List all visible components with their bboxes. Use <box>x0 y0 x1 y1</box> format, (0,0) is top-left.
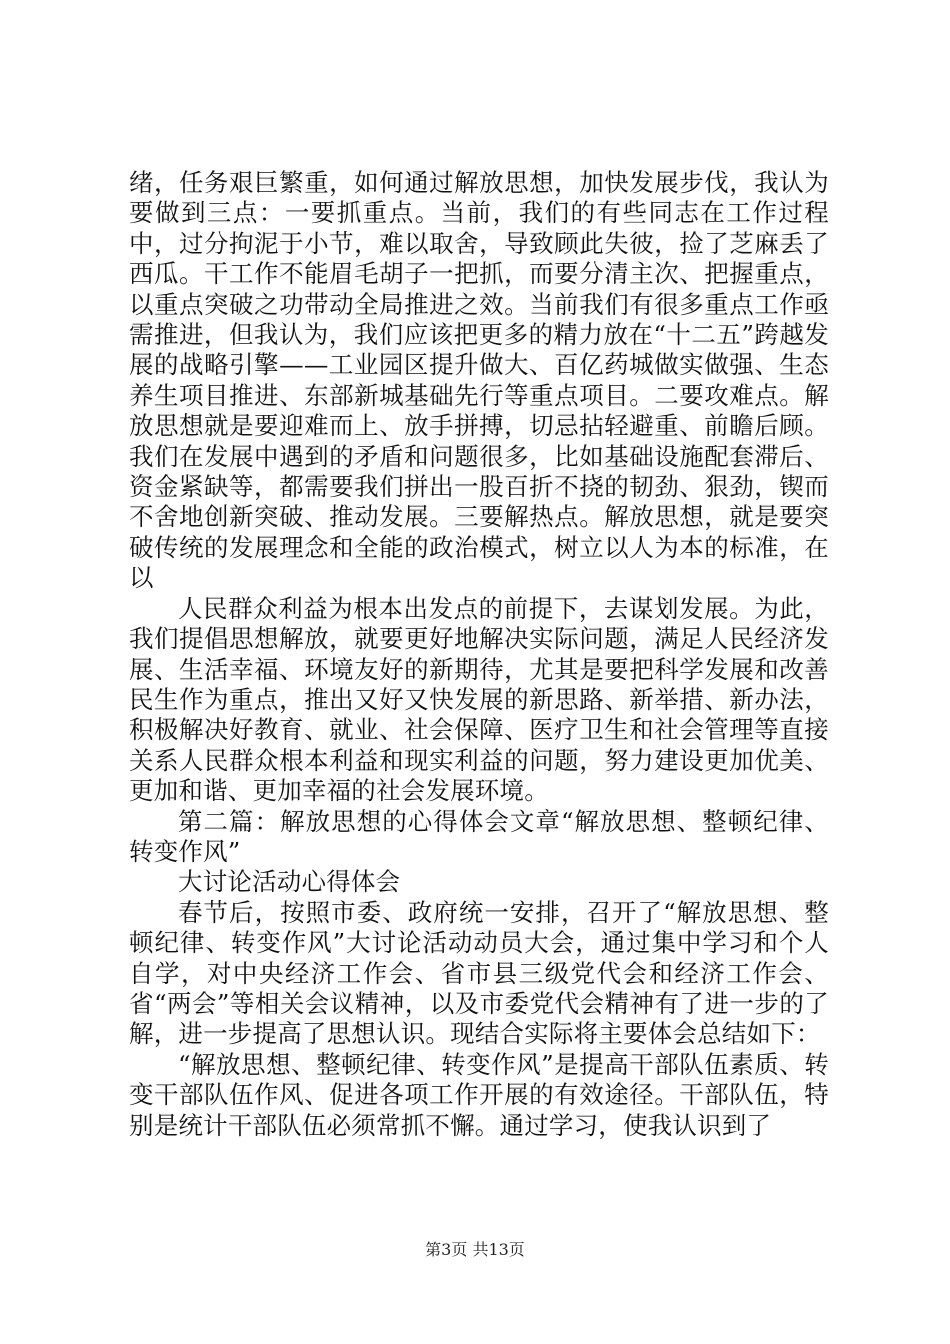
page-number-footer: 第3页 共13页 <box>425 1240 525 1259</box>
section-subheading: 大讨论活动心得体会 <box>178 867 401 897</box>
paragraph-continuation: 绪，任务艰巨繁重，如何通过解放思想，加快发展步伐，我认为要做到三点：一要抓重点。当前，我们的有些同志在工作过程中，过分拘泥于小节，难以取舍，导致顾此失彼，捡了芝麻丢了西瓜。干工作不能眉毛胡子一把抓，而要分清主次、把握重点，以重点突破之功带动全局推进之效。当前我们有很多重点工作亟需推进，但我认为，我们应该把更多的精力放在“十二五”跨越发展的战略引擎——工业园区提升做大、百亿药城做实做强、生态养生项目推进、东部新城基础先行等重点项目。二要攻难点。解放思想就是要迎难而上、放手拼搏，切忌拈轻避重、前瞻后顾。我们在发展中遇到的矛盾和问题很多，比如基础设施配套滞后、资金紧缺等，都需要我们拼出一股百折不挠的韧劲、狠劲，锲而不舍地创新突破、推动发展。三要解热点。解放思想，就是要突破传统的发展理念和全能的政治模式，树立以人为本的标准，在以 <box>129 168 829 593</box>
paragraph: 春节后，按照市委、政府统一安排，召开了“解放思想、整顿纪律、转变作风”大讨论活动动员大会，通过集中学习和个人自学，对中央经济工作会、省市县三级党代会和经济工作会、省“两会”等相关会议精神，以及市委党代会精神有了进一步的了解，进一步提高了思想认识。现结合实际将主要体会总结如下： <box>129 897 829 1049</box>
document-body <box>129 168 829 1141</box>
paragraph: “解放思想、整顿纪律、转变作风”是提高干部队伍素质、转变干部队伍作风、促进各项工作开展的有效途径。干部队伍，特别是统计干部队伍必须常抓不懈。通过学习，使我认识到了 <box>129 1049 829 1140</box>
paragraph: 人民群众利益为根本出发点的前提下，去谋划发展。为此，我们提倡思想解放，就要更好地解决实际问题，满足人民经济发展、生活幸福、环境友好的新期待，尤其是要把科学发展和改善民生作为重点，推出又好又快发展的新思路、新举措、新办法，积极解决好教育、就业、社会保障、医疗卫生和社会管理等直接关系人民群众根本利益和现实利益的问题，努力建设更加优美、更加和谐、更加幸福的社会发展环境。 <box>129 593 829 806</box>
section-heading: 第二篇：解放思想的心得体会文章“解放思想、整顿纪律、转变作风” <box>129 806 829 866</box>
